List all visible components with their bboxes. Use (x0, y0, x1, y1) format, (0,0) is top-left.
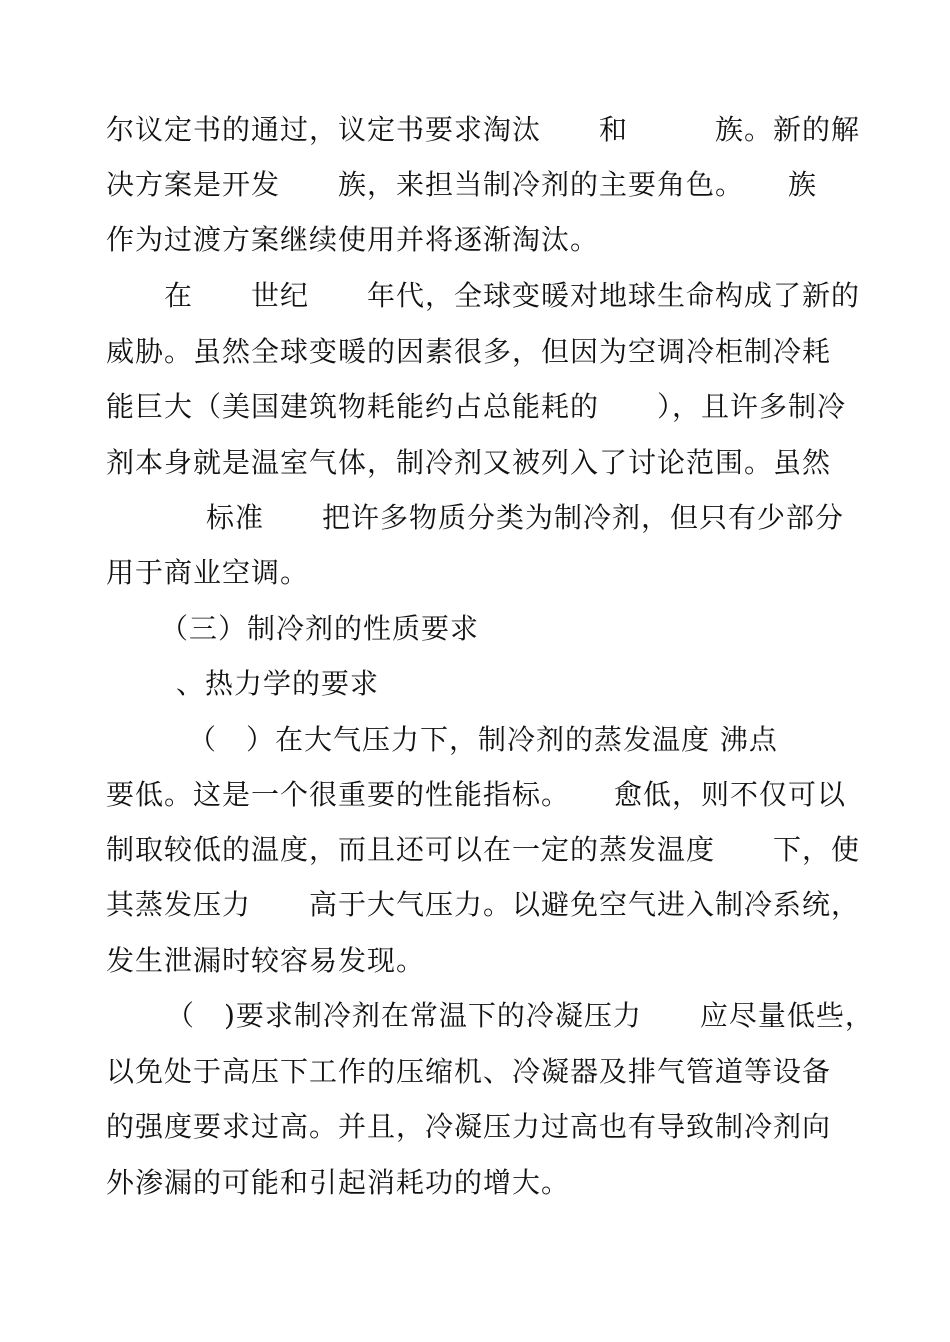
text-line-2: 决方案是开发 族，来担当制冷剂的主要角色。 族 (106, 168, 818, 201)
text-line-12: （ ）在大气压力下，制冷剂的蒸发温度 沸点 (188, 723, 778, 756)
text-line-5: 威胁。虽然全球变暖的因素很多，但因为空调冷柜制冷耗 (106, 335, 832, 368)
text-line-6: 能巨大（美国建筑物耗能约占总能耗的 ），且许多制冷 (106, 390, 847, 423)
text-line-8: 标准 把许多物质分类为制冷剂，但只有少部分 (206, 501, 845, 534)
text-line-1: 尔议定书的通过，议定书要求淘汰 和 族。新的解 (106, 113, 861, 146)
text-line-13: 要低。这是一个很重要的性能指标。 愈低，则不仅可以 (106, 778, 847, 811)
text-line-15: 其蒸发压力 高于大气压力。以避免空气进入制冷系统， (106, 888, 861, 921)
text-line-9: 用于商业空调。 (106, 556, 310, 589)
text-line-14: 制取较低的温度，而且还可以在一定的蒸发温度 下，使 (106, 833, 861, 866)
text-line-3: 作为过渡方案继续使用并将逐渐淘汰。 (106, 223, 600, 256)
text-line-7: 剂本身就是温室气体，制冷剂又被列入了讨论范围。虽然 (106, 446, 832, 479)
text-line-16: 发生泄漏时较容易发现。 (106, 944, 426, 977)
text-line-18: 以免处于高压下工作的压缩机、冷凝器及排气管道等设备 (106, 1055, 832, 1088)
text-line-4: 在 世纪 年代，全球变暖对地球生命构成了新的 (164, 279, 861, 312)
subsection-heading: 、热力学的要求 (176, 667, 380, 700)
section-heading: （三）制冷剂的性质要求 (160, 612, 480, 645)
text-line-17: （ )要求制冷剂在常温下的冷凝压力 应尽量低些， (166, 999, 874, 1032)
text-line-20: 外渗漏的可能和引起消耗功的增大。 (106, 1166, 571, 1199)
text-line-19: 的强度要求过高。并且，冷凝压力过高也有导致制冷剂向 (106, 1110, 832, 1143)
